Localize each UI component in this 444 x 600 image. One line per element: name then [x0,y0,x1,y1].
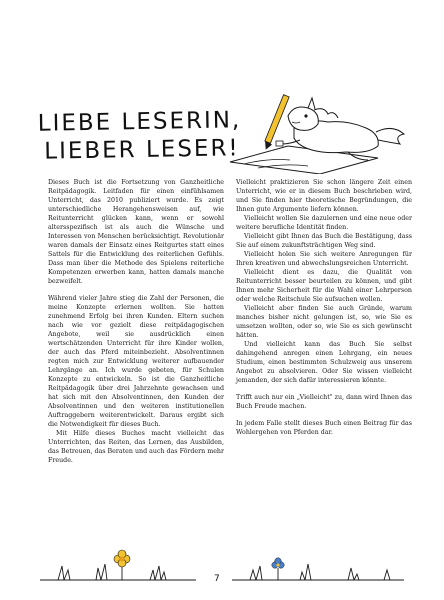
left-column [48,178,224,465]
paragraph: Vielleicht wollen Sie dazulernen und eine neue oder weitere berufliche Identität finden. [236,215,412,231]
text-columns [48,178,412,465]
pencil-icon [265,95,289,144]
grass-and-flowers-decoration [0,548,444,588]
paragraph: Während vieler Jahre stieg die Zahl der Personen, die meine Konzepte erlernen wollten. Sie hatten zunehmend Erfolg bei ihren Kunden. Eltern suchen nach wie vor gezielt diese reitpädagogischen Angebote, weil sie ausdrücklich einen wertschätzenden Unterricht für ihre Kinder wollen, der auch das Pferd miteinbezieht. Absolventinnen regten mich zur Entwicklung weiterer aufbauender Lehrgänge an. Ich wurde gebeten, für Schulen Konzepte zu entwickeln. So ist die Ganzheitliche Reitpädagogik über drei Jahrzehnte gewachsen und hat sich mit den Absolventinnen, den Kunden der Absolventinnen und den weiteren institutionellen Auftraggebern weiterentwickelt. Daraus ergibt sich die Notwendigkeit für dieses Buch. [48,295,224,428]
paragraph: Vielleicht gibt Ihnen das Buch die Bestätigung, dass Sie auf einem zukunftsträchtigen Weg sind. [236,233,412,249]
paragraph: Und vielleicht kann das Buch Sie selbst dahingehend anregen einen Lehrgang, ein neues Studium, einen bestimmten Schulzweig aus unserem Angebot zu absolvieren. Oder Sie wissen vielleicht jemanden, der sich dafür interessieren könnte. [236,341,412,384]
paragraph: Trifft auch nur ein „Vielleicht" zu, dann wird Ihnen das Buch Freude machen. [236,394,412,410]
paragraph: Vielleicht praktizieren Sie schon längere Zeit einen Unterricht, wie er in diesem Buch beschrieben wird, und Sie finden hier theoretische Begründungen, die Ihnen gute Argumente liefern können. [236,179,412,213]
page-number: 7 [214,574,220,584]
yellow-flower-icon [114,550,130,580]
paragraph: Vielleicht holen Sie sich weitere Anregungen für Ihren kreativen und abwechslungsreichen Unterricht. [236,251,412,267]
heading-line-2: LIEBER LESER! [44,135,240,165]
paragraph: Dieses Buch ist die Fortsetzung von Ganzheitliche Reitpädagogik. Leitfaden für einen einfühlsamen Unterricht, das 2010 publiziert wurde. Es zeigt unterschiedliche Herangehensweisen auf, wie Reitunterricht glücken kann, wenn er sowohl altersspezifisch ist als auch die Wünsche und Interessen von Menschen berücksichtigt. Revolutionär waren damals der Einsatz eines Reitgurtes statt eines Sattels für die Entwicklung des reiterlichen Gefühls. Dass man über die Methode des Spielens reiterliche Kompetenzen erwerben kann, hatten damals manche bezweifelt. [48,179,224,285]
horse-writing-illustration [228,84,408,174]
paragraph: Mit Hilfe dieses Buches macht vielleicht das Unterrichten, das Reiten, das Lernen, das Ausbilden, das Betreuen, das Beraten und auch das Fördern mehr Freude. [48,430,224,464]
paragraph: In jedem Falle stellt dieses Buch einen Beitrag für das Wohlergehen von Pferden dar. [236,420,412,436]
right-column [236,178,412,465]
paragraph: Vielleicht dient es dazu, die Qualität von Reitunterricht besser beurteilen zu können, und gibt Ihnen mehr Sicherheit für die Wahl einer Lehrperson oder welche Reitschule Sie aufsuchen wollen. [236,269,412,303]
paragraph: Vielleicht aber finden Sie auch Gründe, warum manches bisher nicht gelungen ist, so, wie Sie es umsetzen wollten, oder so, wie Sie es sich gewünscht hätten. [236,305,412,339]
heading-line-1: LIEBE LESERIN, [37,107,242,137]
page-heading [38,106,242,166]
blue-flower-icon [272,558,284,580]
